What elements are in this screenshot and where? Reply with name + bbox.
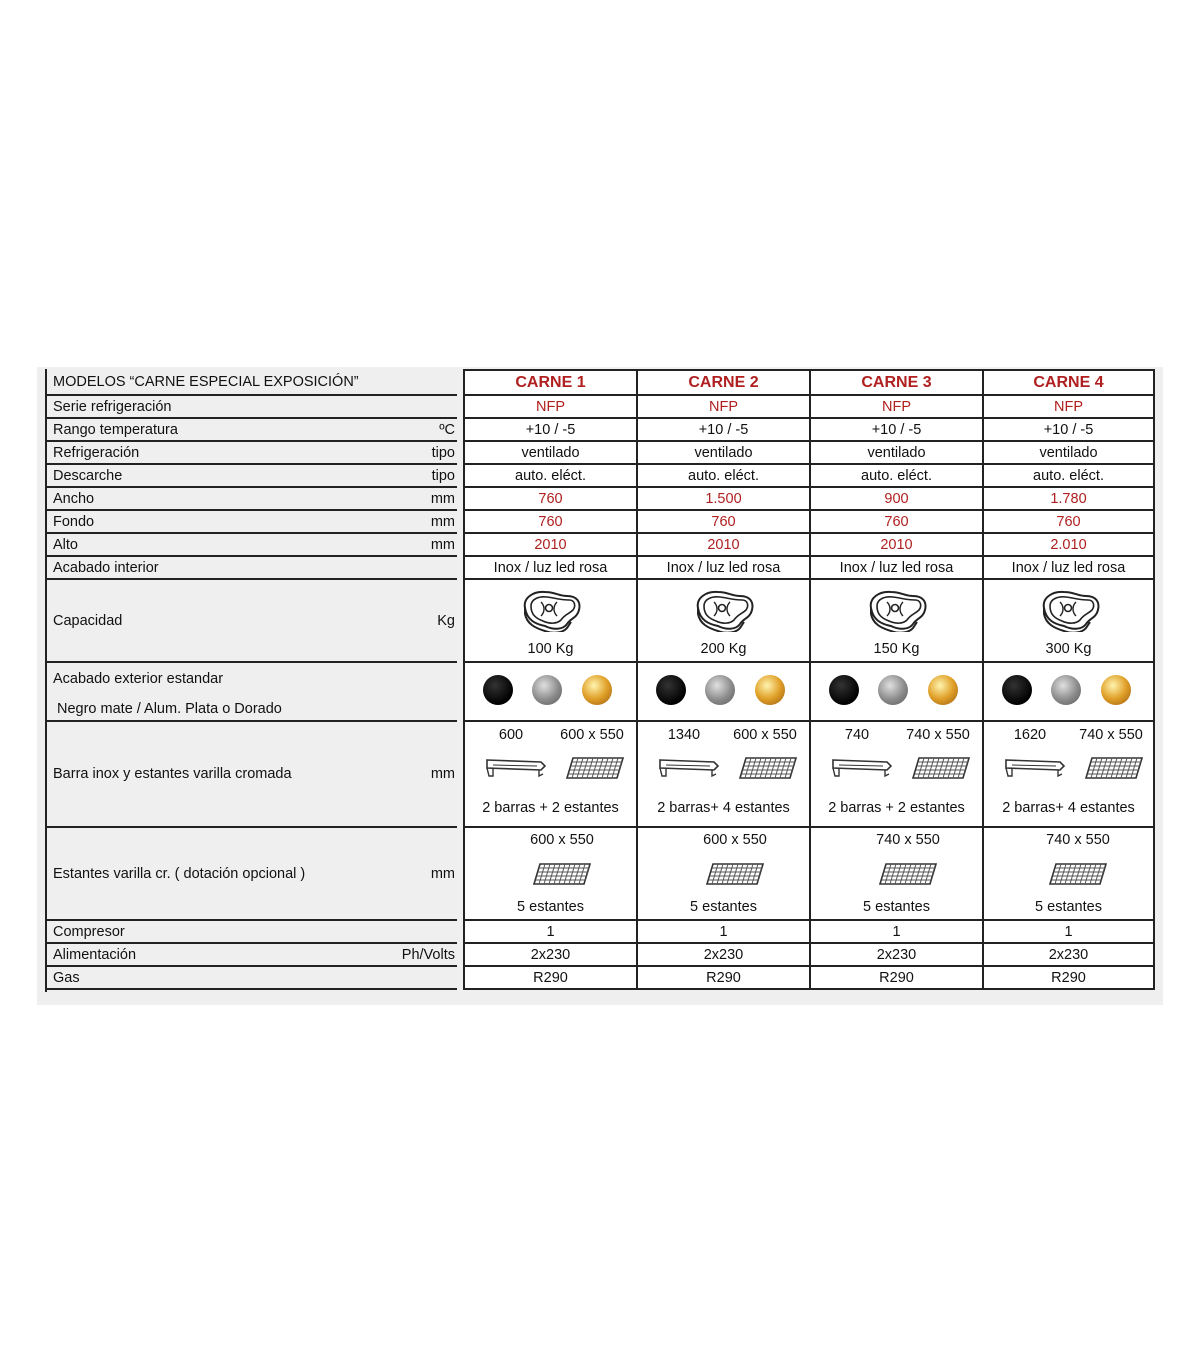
alimentacion-cell [463, 944, 636, 967]
row-gas [45, 967, 1156, 990]
refrig-value: ventilado [521, 444, 580, 461]
bar-shelf-count: 2 barras+ 4 estantes [657, 800, 790, 816]
alto-value: 2010 [534, 536, 567, 553]
row-alimentacion [45, 944, 1156, 967]
acabado_int-cell [809, 557, 982, 580]
row-label-text: Acabado exterior estandar [53, 671, 224, 687]
shelf-size: 600 x 550 [733, 727, 797, 743]
row-label-text: Refrigeración [53, 444, 140, 461]
black-finish-swatch [656, 675, 686, 705]
meat-icon [692, 588, 756, 632]
serie-cell [636, 396, 809, 419]
row-label [47, 722, 457, 828]
refrig-cell [809, 442, 982, 465]
gold-finish-swatch [582, 675, 612, 705]
model-header-2 [636, 369, 809, 396]
rango-cell [463, 419, 636, 442]
acabado_int-value: Inox / luz led rosa [839, 559, 954, 576]
ancho-cell [636, 488, 809, 511]
row-label [47, 465, 457, 488]
aluminium-finish-swatch [705, 675, 735, 705]
row-label-text: Ancho [53, 490, 95, 507]
capacity-cell [809, 580, 982, 663]
finish-swatches-cell [809, 663, 982, 722]
refrig-value: ventilado [694, 444, 753, 461]
serie-value: NFP [536, 398, 565, 415]
row-label [47, 921, 457, 944]
finish-swatches-cell [982, 663, 1155, 722]
row-label-text: Descarche [53, 467, 123, 484]
rango-value: +10 / -5 [525, 421, 576, 438]
meat-icon [519, 588, 583, 632]
gold-finish-swatch [1101, 675, 1131, 705]
refrig-cell [636, 442, 809, 465]
bar-icon [483, 756, 547, 778]
alto-cell [636, 534, 809, 557]
alimentacion-value: 2x230 [530, 946, 571, 963]
bar-shelf-cell [636, 722, 809, 828]
row-unit: tipo [431, 467, 455, 484]
black-finish-swatch [483, 675, 513, 705]
rango-cell [636, 419, 809, 442]
model-name: CARNE 1 [515, 373, 586, 391]
compresor-value: 1 [1064, 923, 1073, 940]
alto-value: 2.010 [1050, 536, 1087, 553]
alto-cell [463, 534, 636, 557]
row-capacidad [45, 580, 1156, 663]
fondo-value: 760 [538, 513, 563, 530]
capacity-cell [636, 580, 809, 663]
model-name: CARNE 3 [861, 373, 932, 391]
shelf-count: 5 estantes [863, 899, 930, 915]
capacity-cell [463, 580, 636, 663]
row-unit: mm [430, 490, 455, 507]
gas-value: R290 [879, 969, 914, 986]
row-label [47, 580, 457, 663]
row-label-text: Acabado interior [53, 559, 159, 576]
row-unit: mm [430, 513, 455, 530]
bar-shelf-count: 2 barras+ 4 estantes [1002, 800, 1135, 816]
black-finish-swatch [1002, 675, 1032, 705]
aluminium-finish-swatch [532, 675, 562, 705]
capacity-value: 100 Kg [527, 641, 574, 657]
row-unit: mm [430, 536, 455, 553]
row-label [47, 663, 457, 722]
shelf-grid-icon [1084, 756, 1144, 780]
serie-cell [463, 396, 636, 419]
refrig-value: ventilado [867, 444, 926, 461]
row-label-subtext: Negro mate / Alum. Plata o Dorado [57, 701, 282, 717]
gas-cell [636, 967, 809, 990]
row-compresor [45, 921, 1156, 944]
finish-swatches-cell [463, 663, 636, 722]
compresor-cell [463, 921, 636, 944]
row-label-text: Alimentación [53, 946, 137, 963]
alto-cell [982, 534, 1155, 557]
compresor-cell [982, 921, 1155, 944]
row-label [47, 396, 457, 419]
acabado_int-cell [636, 557, 809, 580]
descarche-cell [809, 465, 982, 488]
optional-shelf-cell [463, 828, 636, 921]
capacity-cell [982, 580, 1155, 663]
row-label [47, 511, 457, 534]
descarche-cell [463, 465, 636, 488]
meat-icon [865, 588, 929, 632]
compresor-value: 1 [546, 923, 555, 940]
compresor-cell [636, 921, 809, 944]
shelf-size: 740 x 550 [1079, 727, 1143, 743]
row-label-text: Estantes varilla cr. ( dotación opcional ) [53, 865, 306, 882]
row-label [47, 534, 457, 557]
shelf-grid-icon [565, 756, 625, 780]
capacity-value: 300 Kg [1045, 641, 1092, 657]
model-header-3 [809, 369, 982, 396]
shelf-grid-icon [911, 756, 971, 780]
row-label-text: MODELOS “CARNE ESPECIAL EXPOSICIÓN” [53, 373, 359, 390]
row-label-text: Barra inox y estantes varilla cromada [53, 766, 292, 782]
row-label [47, 557, 457, 580]
capacity-value: 150 Kg [873, 641, 920, 657]
bar-length: 1620 [1013, 727, 1047, 743]
row-label [47, 967, 457, 990]
rango-cell [809, 419, 982, 442]
acabado_int-value: Inox / luz led rosa [1011, 559, 1126, 576]
row-label-text: Serie refrigeración [53, 398, 172, 415]
row-estantes [45, 828, 1156, 921]
capacity-value: 200 Kg [700, 641, 747, 657]
shelf-size: 740 x 550 [906, 727, 970, 743]
alimentacion-cell [809, 944, 982, 967]
acabado_int-cell [463, 557, 636, 580]
alto-value: 2010 [880, 536, 913, 553]
row-label [47, 828, 457, 921]
descarche-cell [982, 465, 1155, 488]
bar-icon [829, 756, 893, 778]
compresor-cell [809, 921, 982, 944]
optional-shelf-cell [636, 828, 809, 921]
row-ancho [45, 488, 1156, 511]
fondo-cell [982, 511, 1155, 534]
row-unit: ºC [439, 421, 455, 438]
shelf-grid-icon [738, 756, 798, 780]
fondo-value: 760 [884, 513, 909, 530]
serie-cell [809, 396, 982, 419]
finish-swatches-cell [636, 663, 809, 722]
fondo-value: 760 [711, 513, 736, 530]
row-unit: tipo [431, 444, 455, 461]
ancho-cell [982, 488, 1155, 511]
descarche-cell [636, 465, 809, 488]
serie-value: NFP [709, 398, 738, 415]
row-label-text: Fondo [53, 513, 95, 530]
row-unit: Ph/Volts [401, 946, 455, 963]
ancho-cell [463, 488, 636, 511]
row-unit: Kg [437, 612, 455, 629]
alimentacion-cell [982, 944, 1155, 967]
shelf-size: 600 x 550 [703, 832, 767, 848]
gas-cell [463, 967, 636, 990]
shelf-size: 740 x 550 [1046, 832, 1110, 848]
shelf-size: 600 x 550 [530, 832, 594, 848]
row-rango [45, 419, 1156, 442]
model-header-1 [463, 369, 636, 396]
shelf-count: 5 estantes [1035, 899, 1102, 915]
model-header-4 [982, 369, 1155, 396]
ancho-value: 900 [884, 490, 909, 507]
gold-finish-swatch [928, 675, 958, 705]
alimentacion-value: 2x230 [876, 946, 917, 963]
rango-value: +10 / -5 [698, 421, 749, 438]
row-acabado_ext [45, 663, 1156, 722]
descarche-value: auto. eléct. [515, 467, 586, 484]
bar-icon [1002, 756, 1066, 778]
rango-value: +10 / -5 [871, 421, 922, 438]
gas-value: R290 [706, 969, 741, 986]
compresor-value: 1 [892, 923, 901, 940]
bar-length: 600 [498, 727, 524, 743]
row-label [47, 442, 457, 465]
alimentacion-value: 2x230 [1048, 946, 1089, 963]
optional-shelf-cell [982, 828, 1155, 921]
compresor-value: 1 [719, 923, 728, 940]
row-label [47, 944, 457, 967]
gold-finish-swatch [755, 675, 785, 705]
gas-cell [809, 967, 982, 990]
acabado_int-value: Inox / luz led rosa [666, 559, 781, 576]
row-unit: mm [430, 865, 455, 882]
bar-shelf-cell [982, 722, 1155, 828]
acabado_int-cell [982, 557, 1155, 580]
serie-cell [982, 396, 1155, 419]
black-finish-swatch [829, 675, 859, 705]
ancho-value: 1.780 [1050, 490, 1087, 507]
alto-value: 2010 [707, 536, 740, 553]
rango-value: +10 / -5 [1043, 421, 1094, 438]
row-refrig [45, 442, 1156, 465]
shelf-grid-icon [1048, 862, 1108, 886]
gas-value: R290 [1051, 969, 1086, 986]
bar-shelf-count: 2 barras + 2 estantes [482, 800, 619, 816]
descarche-value: auto. eléct. [688, 467, 759, 484]
row-descarche [45, 465, 1156, 488]
alimentacion-value: 2x230 [703, 946, 744, 963]
fondo-value: 760 [1056, 513, 1081, 530]
shelf-count: 5 estantes [690, 899, 757, 915]
row-label [47, 488, 457, 511]
row-label-text: Compresor [53, 923, 125, 940]
row-label-text: Gas [53, 969, 80, 986]
fondo-cell [809, 511, 982, 534]
rango-cell [982, 419, 1155, 442]
row-label [47, 369, 457, 396]
optional-shelf-cell [809, 828, 982, 921]
ancho-value: 760 [538, 490, 563, 507]
shelf-grid-icon [878, 862, 938, 886]
shelf-size: 600 x 550 [560, 727, 624, 743]
serie-value: NFP [882, 398, 911, 415]
model-name: CARNE 2 [688, 373, 759, 391]
refrig-value: ventilado [1039, 444, 1098, 461]
row-label-text: Rango temperatura [53, 421, 178, 438]
meat-icon [1038, 588, 1102, 632]
alto-cell [809, 534, 982, 557]
row-header [45, 369, 1156, 396]
refrig-cell [463, 442, 636, 465]
bar-shelf-cell [809, 722, 982, 828]
row-unit: mm [430, 766, 455, 782]
ancho-value: 1.500 [705, 490, 742, 507]
model-name: CARNE 4 [1033, 373, 1104, 391]
descarche-value: auto. eléct. [1033, 467, 1104, 484]
shelf-grid-icon [705, 862, 765, 886]
fondo-cell [463, 511, 636, 534]
aluminium-finish-swatch [878, 675, 908, 705]
bar-shelf-count: 2 barras + 2 estantes [828, 800, 965, 816]
gas-cell [982, 967, 1155, 990]
row-fondo [45, 511, 1156, 534]
aluminium-finish-swatch [1051, 675, 1081, 705]
acabado_int-value: Inox / luz led rosa [493, 559, 608, 576]
bar-shelf-cell [463, 722, 636, 828]
gas-value: R290 [533, 969, 568, 986]
row-label [47, 419, 457, 442]
shelf-size: 740 x 550 [876, 832, 940, 848]
shelf-grid-icon [532, 862, 592, 886]
descarche-value: auto. eléct. [861, 467, 932, 484]
ancho-cell [809, 488, 982, 511]
row-label-text: Alto [53, 536, 78, 553]
serie-value: NFP [1054, 398, 1083, 415]
row-alto [45, 534, 1156, 557]
row-serie [45, 396, 1156, 419]
bar-length: 740 [844, 727, 870, 743]
refrig-cell [982, 442, 1155, 465]
row-label-text: Capacidad [53, 612, 123, 629]
fondo-cell [636, 511, 809, 534]
bar-icon [656, 756, 720, 778]
alimentacion-cell [636, 944, 809, 967]
row-acabado_int [45, 557, 1156, 580]
shelf-count: 5 estantes [517, 899, 584, 915]
bar-length: 1340 [667, 727, 701, 743]
row-barra [45, 722, 1156, 828]
